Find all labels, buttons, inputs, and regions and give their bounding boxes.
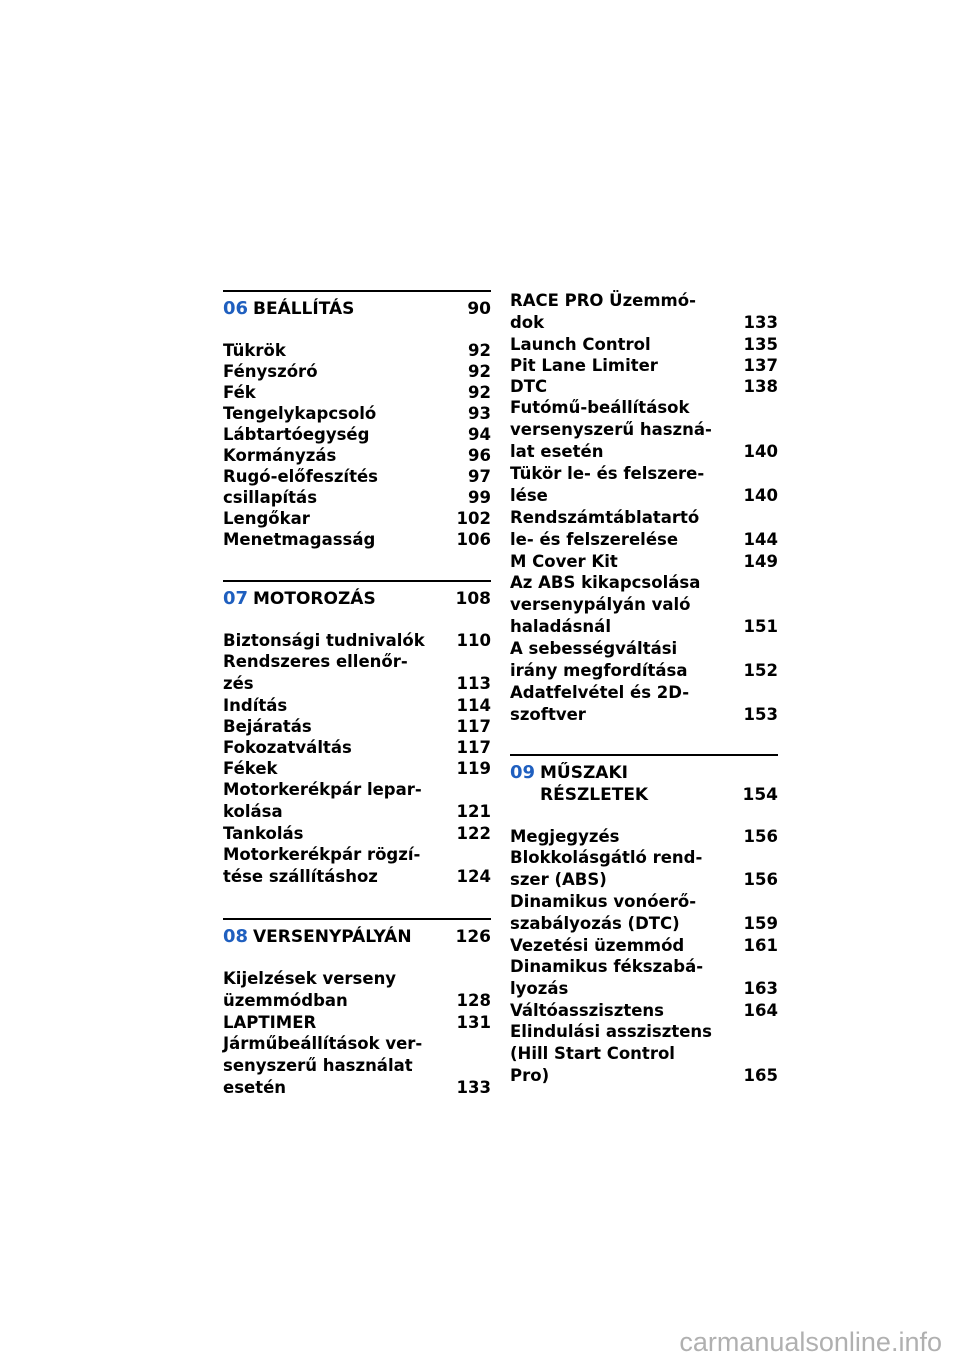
toc-entry[interactable] — [510, 290, 778, 334]
toc-entry[interactable] — [223, 382, 491, 403]
toc-entry-title: Kijelzések verseny üzemmódban — [223, 969, 397, 1010]
toc-entry[interactable] — [510, 1021, 778, 1087]
section-number: 06 — [223, 298, 249, 319]
toc-entry-title: Rugó-előfeszítés — [223, 467, 378, 486]
toc-entry[interactable] — [223, 823, 491, 844]
toc-entry-page: 153 — [743, 705, 778, 724]
toc-entry-title: Motorkerékpár lepar- kolása — [223, 780, 422, 821]
toc-entry-title: Fokozatváltás — [223, 738, 352, 757]
section-number: 09 — [510, 762, 536, 783]
toc-entry-page: 94 — [468, 425, 491, 444]
toc-entry[interactable] — [223, 340, 491, 361]
toc-entry-page: 144 — [743, 530, 778, 549]
toc-entry[interactable] — [510, 1000, 778, 1021]
toc-entry[interactable] — [510, 638, 778, 682]
toc-entry-title: Motorkerékpár rögzí- tése szállításhoz — [223, 845, 421, 886]
toc-entry-title: LAPTIMER — [223, 1013, 317, 1032]
toc-entry-page: 156 — [743, 827, 778, 846]
toc-entry-title: Fék — [223, 383, 256, 402]
section-number: 07 — [223, 588, 249, 609]
toc-entry[interactable] — [223, 716, 491, 737]
toc-entry-page: 96 — [468, 446, 491, 465]
toc-entry-page: 113 — [456, 674, 491, 693]
toc-entry-title: Launch Control — [510, 335, 651, 354]
toc-entry[interactable] — [223, 529, 491, 550]
toc-entry[interactable] — [510, 334, 778, 355]
toc-entry-title: Tengelykapcsoló — [223, 404, 377, 423]
toc-entry-page: 152 — [743, 661, 778, 680]
toc-entry-title: Menetmagasság — [223, 530, 376, 549]
toc-entry[interactable] — [223, 695, 491, 716]
toc-left-column — [223, 290, 491, 1129]
toc-entry[interactable] — [223, 737, 491, 758]
toc-entry-title: Rendszámtáblatartó le- és felszerelése — [510, 508, 700, 549]
toc-entry[interactable] — [223, 1012, 491, 1033]
toc-entry-title: Tankolás — [223, 824, 304, 843]
toc-entry[interactable] — [510, 397, 778, 463]
toc-entry-page: 92 — [468, 383, 491, 402]
toc-entry-page: 92 — [468, 362, 491, 381]
toc-entry[interactable] — [510, 551, 778, 572]
toc-entry-title: Az ABS kikapcsolása versenypályán való haladásnál — [510, 573, 701, 636]
section-title: MOTOROZÁS — [253, 589, 376, 609]
toc-entry[interactable] — [223, 424, 491, 445]
section-title: BEÁLLÍTÁS — [253, 299, 355, 319]
toc-entry-page: 164 — [743, 1001, 778, 1020]
toc-entry-title: M Cover Kit — [510, 552, 618, 571]
toc-entry[interactable] — [510, 935, 778, 956]
toc-entry-title: Váltóasszisztens — [510, 1001, 664, 1020]
section-header[interactable] — [223, 580, 491, 610]
toc-entry[interactable] — [223, 844, 491, 888]
toc-entry-page: 93 — [468, 404, 491, 423]
section-title: VERSENYPÁLYÁN — [253, 927, 412, 947]
toc-entry[interactable] — [510, 572, 778, 638]
toc-entry-title: Fényszóró — [223, 362, 318, 381]
toc-entry[interactable] — [510, 891, 778, 935]
section-page: 126 — [455, 927, 491, 947]
toc-entry-page: 124 — [456, 867, 491, 886]
toc-entry-title: Lengőkar — [223, 509, 310, 528]
toc-entry-page: 137 — [743, 356, 778, 375]
toc-entry-title: Tükör le- és felszere- lése — [510, 464, 705, 505]
toc-entry-page: 159 — [743, 914, 778, 933]
toc-entry-page: 114 — [456, 696, 491, 715]
toc-entry-page: 133 — [456, 1078, 491, 1097]
toc-entry-page: 99 — [468, 488, 491, 507]
toc-entry-page: 97 — [468, 467, 491, 486]
toc-entry-title: Elindulási asszisztens (Hill Start Control Pro) — [510, 1022, 713, 1085]
toc-entry-page: 133 — [743, 313, 778, 332]
section-header[interactable] — [223, 290, 491, 320]
toc-entry-title: A sebességváltási irány megfordítása — [510, 639, 688, 680]
toc-entry[interactable] — [223, 445, 491, 466]
toc-entry-title: Indítás — [223, 696, 288, 715]
toc-entry-page: 156 — [743, 870, 778, 889]
toc-entry-page: 110 — [456, 631, 491, 650]
toc-section — [223, 290, 491, 550]
toc-entry-page: 106 — [456, 530, 491, 549]
toc-entry-title: DTC — [510, 377, 548, 396]
section-header[interactable] — [223, 918, 491, 948]
toc-entry-page: 151 — [743, 617, 778, 636]
toc-entry-title: Járműbeállítások ver- senyszerű használat esetén — [223, 1034, 423, 1097]
toc-entry-page: 102 — [456, 509, 491, 528]
toc-entry[interactable] — [223, 508, 491, 529]
toc-entry-page: 119 — [456, 759, 491, 778]
toc-entry-title: Adatfelvétel és 2D- szoftver — [510, 683, 690, 724]
toc-entry-title: Pit Lane Limiter — [510, 356, 658, 375]
section-page: 90 — [467, 299, 491, 319]
toc-entry-title: Tükrök — [223, 341, 286, 360]
toc-entry-title: RACE PRO Üzemmó- dok — [510, 291, 696, 332]
section-page: 108 — [455, 589, 491, 609]
toc-section — [510, 754, 778, 1087]
toc-entry[interactable] — [510, 682, 778, 726]
toc-entry-page: 128 — [456, 991, 491, 1010]
toc-entry-page: 149 — [743, 552, 778, 571]
toc-entry[interactable] — [510, 847, 778, 891]
toc-entry[interactable] — [510, 355, 778, 376]
toc-entry-page: 140 — [743, 486, 778, 505]
toc-entry[interactable] — [510, 956, 778, 1000]
toc-entry[interactable] — [223, 651, 491, 695]
toc-entry-page: 92 — [468, 341, 491, 360]
toc-entry-title: Blokkolásgátló rend- szer (ABS) — [510, 848, 703, 889]
toc-entry-page: 131 — [456, 1013, 491, 1032]
toc-entry[interactable] — [223, 487, 491, 508]
toc-entry-title: Biztonsági tudnivalók — [223, 631, 425, 650]
toc-entry-title: Dinamikus fékszabá- lyozás — [510, 957, 704, 998]
section-page: 154 — [742, 785, 778, 805]
toc-entry[interactable] — [223, 361, 491, 382]
toc-entry[interactable] — [223, 1033, 491, 1099]
toc-entry[interactable] — [223, 779, 491, 823]
toc-entry-page: 165 — [743, 1066, 778, 1085]
section-title: MŰSZAKI RÉSZLETEK — [540, 763, 649, 805]
toc-entry-page: 135 — [743, 335, 778, 354]
toc-entry-title: Bejáratás — [223, 717, 312, 736]
toc-entry-page: 138 — [743, 377, 778, 396]
toc-section — [223, 918, 491, 1099]
toc-entry-title: Futómű-beállítások versenyszerű haszná- lat esetén — [510, 398, 712, 461]
toc-entry-title: Rendszeres ellenőr- zés — [223, 652, 408, 693]
toc-entry[interactable] — [223, 968, 491, 1012]
toc-entry-title: Fékek — [223, 759, 278, 778]
toc-entry[interactable] — [223, 403, 491, 424]
toc-entry-title: Megjegyzés — [510, 827, 620, 846]
toc-entry[interactable] — [223, 466, 491, 487]
toc-entry[interactable] — [510, 463, 778, 507]
section-header[interactable] — [510, 754, 778, 806]
toc-entry[interactable] — [223, 758, 491, 779]
toc-entry-page: 121 — [456, 802, 491, 821]
toc-entry-title: Kormányzás — [223, 446, 337, 465]
toc-entry-title: Vezetési üzemmód — [510, 936, 685, 955]
toc-entry-page: 161 — [743, 936, 778, 955]
toc-entry-page: 163 — [743, 979, 778, 998]
toc-entry[interactable] — [223, 630, 491, 651]
toc-entry[interactable] — [510, 826, 778, 847]
toc-entry[interactable] — [510, 376, 778, 397]
toc-entry-title: Dinamikus vonóerő- szabályozás (DTC) — [510, 892, 697, 933]
toc-right-column — [510, 290, 778, 1117]
toc-entry-page: 117 — [456, 717, 491, 736]
watermark: carmanualsonline.info — [679, 1327, 942, 1357]
toc-section — [223, 580, 491, 888]
toc-entry-page: 117 — [456, 738, 491, 757]
toc-entry-page: 140 — [743, 442, 778, 461]
section-number: 08 — [223, 926, 249, 947]
toc-entry-page: 122 — [456, 824, 491, 843]
toc-entry[interactable] — [510, 507, 778, 551]
toc-entry-title: Lábtartóegység — [223, 425, 370, 444]
toc-continued-entries — [510, 290, 778, 726]
toc-entry-title: csillapítás — [223, 488, 318, 507]
